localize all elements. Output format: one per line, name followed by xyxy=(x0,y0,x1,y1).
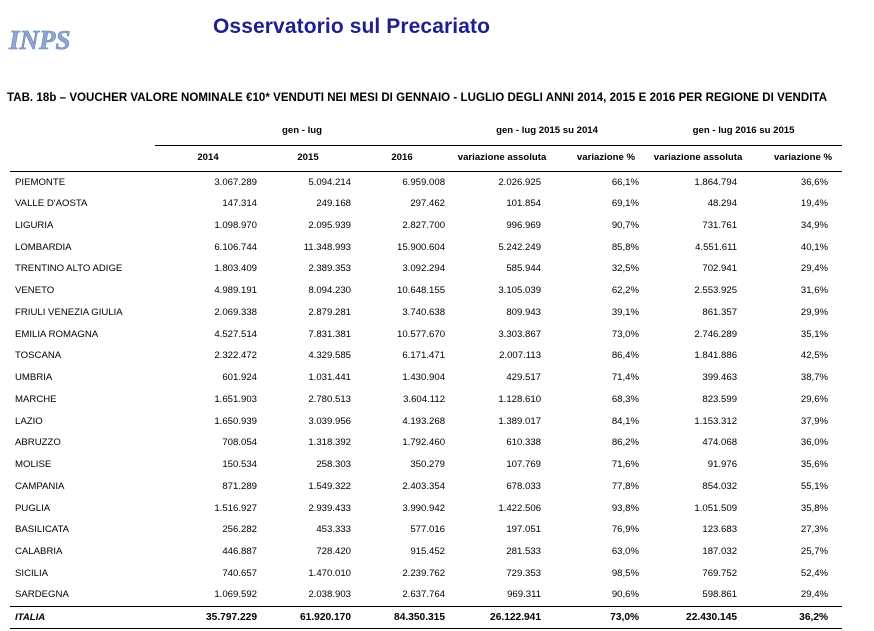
value-2016: 3.604.112 xyxy=(403,393,446,405)
region-name: ITALIA xyxy=(10,606,155,628)
var-pct-2015: 98,5% xyxy=(611,567,640,579)
var-abs-2015: 101.854 xyxy=(506,198,542,210)
var-pct-2015: 86,2% xyxy=(611,437,640,449)
value-2015: 2.780.513 xyxy=(308,393,351,405)
value-2016: 2.403.354 xyxy=(402,480,446,492)
var-abs-2015: 2.026.925 xyxy=(498,176,542,188)
value-2014: 35.797.229 xyxy=(155,606,261,628)
col-header-2015: 2015 xyxy=(261,145,355,171)
value-2014: 740.657 xyxy=(222,567,257,579)
value-2016: 3.740.638 xyxy=(402,306,446,318)
var-pct-2015: 84,1% xyxy=(611,415,640,427)
value-2014: 1.516.927 xyxy=(214,502,257,514)
var-abs-2015: 5.242.249 xyxy=(498,241,542,253)
table-row xyxy=(10,280,842,302)
region-name: PUGLIA xyxy=(15,502,51,514)
value-2016: 6.959.008 xyxy=(402,176,446,188)
var-pct-2015: 90,6% xyxy=(611,589,640,601)
value-2015: 2.879.281 xyxy=(308,306,351,318)
var-pct-2015: 68,3% xyxy=(611,393,640,405)
value-2014: 1.651.903 xyxy=(214,393,257,405)
var-pct-2015: 69,1% xyxy=(611,198,640,210)
col-header-var-abs-2015: variazione assoluta xyxy=(449,145,549,171)
var-abs-2016: 854.032 xyxy=(702,480,738,492)
var-abs-2015: 3.105.039 xyxy=(498,285,542,297)
value-2015: 1.318.392 xyxy=(308,437,351,449)
value-2014: 4.989.191 xyxy=(214,285,257,297)
group-header-var-2016: gen - lug 2016 su 2015 xyxy=(645,116,842,145)
value-2016: 10.577.670 xyxy=(397,328,446,340)
var-abs-2015: 26.122.941 xyxy=(449,606,549,628)
value-2014: 2.322.472 xyxy=(214,350,257,362)
value-2016: 2.239.762 xyxy=(402,567,446,579)
var-abs-2015: 429.517 xyxy=(506,372,542,384)
var-pct-2015: 86,4% xyxy=(611,350,640,362)
col-header-var-pct-2016: variazione % xyxy=(745,145,842,171)
value-2016: 915.452 xyxy=(410,546,446,558)
var-pct-2016: 36,0% xyxy=(800,437,829,449)
var-pct-2015: 76,9% xyxy=(611,524,640,536)
var-pct-2015: 71,4% xyxy=(611,372,640,384)
var-pct-2016: 42,5% xyxy=(800,350,829,362)
value-2016: 3.092.294 xyxy=(402,263,446,275)
var-abs-2015: 729.353 xyxy=(506,567,542,579)
var-abs-2016: 769.752 xyxy=(702,567,738,579)
value-2014: 6.106.744 xyxy=(214,241,257,253)
table-caption: TAB. 18b – VOUCHER VALORE NOMINALE €10* VENDUTI NEI MESI DI GENNAIO - LUGLIO DEGLI ANNI 2014, 2015 E 2016 PER REGIONE DI VENDITA xyxy=(7,92,828,104)
region-name: ABRUZZO xyxy=(15,437,61,449)
value-2014: 3.067.289 xyxy=(214,176,257,188)
var-abs-2016: 187.032 xyxy=(702,546,738,558)
var-abs-2016: 48.294 xyxy=(707,198,738,210)
value-2015: 1.031.441 xyxy=(308,372,351,384)
region-name: TRENTINO ALTO ADIGE xyxy=(15,263,123,275)
table-row xyxy=(10,476,842,498)
value-2016: 350.279 xyxy=(410,459,446,471)
value-2014: 256.282 xyxy=(222,524,257,536)
var-pct-2016: 27,3% xyxy=(800,524,829,536)
region-name: LAZIO xyxy=(15,415,43,427)
page-title: Osservatorio sul Precariato xyxy=(213,15,490,38)
var-abs-2015: 107.769 xyxy=(506,459,542,471)
value-2015: 3.039.956 xyxy=(308,415,351,427)
var-pct-2016: 35,6% xyxy=(800,459,829,471)
value-2016: 1.792.460 xyxy=(402,437,446,449)
region-name: VENETO xyxy=(15,285,55,297)
value-2015: 2.939.433 xyxy=(308,502,351,514)
value-2016: 1.430.904 xyxy=(402,372,446,384)
var-pct-2015: 71,6% xyxy=(611,459,640,471)
region-header xyxy=(10,145,155,171)
var-abs-2015: 809.943 xyxy=(506,306,542,318)
region-name: LOMBARDIA xyxy=(15,241,72,253)
region-name: TOSCANA xyxy=(15,350,62,362)
var-abs-2015: 1.389.017 xyxy=(498,415,542,427)
region-name: CAMPANIA xyxy=(15,480,65,492)
value-2016: 4.193.268 xyxy=(402,415,446,427)
var-abs-2016: 474.068 xyxy=(702,437,738,449)
var-abs-2015: 1.128.610 xyxy=(498,393,542,405)
table-row xyxy=(10,236,842,258)
value-2016: 577.016 xyxy=(410,524,446,536)
value-2016: 6.171.471 xyxy=(402,350,446,362)
value-2016: 15.900.604 xyxy=(397,241,446,253)
var-pct-2015: 77,8% xyxy=(611,480,640,492)
var-pct-2015: 73,0% xyxy=(611,328,640,340)
var-abs-2015: 678.033 xyxy=(506,480,542,492)
var-pct-2016: 36,2% xyxy=(745,606,842,628)
var-abs-2016: 399.463 xyxy=(702,372,738,384)
value-2015: 2.095.939 xyxy=(308,219,351,231)
table-row xyxy=(10,367,842,389)
var-pct-2016: 38,7% xyxy=(800,372,829,384)
var-pct-2016: 35,8% xyxy=(800,502,829,514)
var-pct-2016: 29,9% xyxy=(800,306,829,318)
region-name: SICILIA xyxy=(15,567,49,579)
var-pct-2015: 66,1% xyxy=(611,176,640,188)
var-pct-2016: 29,6% xyxy=(800,393,829,405)
value-2016: 297.462 xyxy=(410,198,446,210)
col-header-2016: 2016 xyxy=(355,145,449,171)
table-row xyxy=(10,389,842,411)
value-2016: 2.827.700 xyxy=(402,219,446,231)
var-pct-2016: 29,4% xyxy=(800,263,829,275)
table-row xyxy=(10,215,842,237)
var-abs-2016: 2.553.925 xyxy=(694,285,738,297)
var-abs-2016: 861.357 xyxy=(702,306,738,318)
var-pct-2015: 90,7% xyxy=(611,219,640,231)
region-name: SARDEGNA xyxy=(15,589,69,601)
var-pct-2015: 62,2% xyxy=(611,285,640,297)
group-header-period: gen - lug xyxy=(155,116,449,145)
var-pct-2015: 73,0% xyxy=(549,606,645,628)
value-2015: 249.168 xyxy=(316,198,351,210)
value-2015: 2.038.903 xyxy=(308,589,351,601)
table-row xyxy=(10,258,842,280)
value-2014: 4.527.514 xyxy=(214,328,257,340)
col-header-var-abs-2016: variazione assoluta xyxy=(645,145,745,171)
var-abs-2015: 996.969 xyxy=(506,219,542,231)
table-body xyxy=(10,171,842,628)
var-pct-2015: 39,1% xyxy=(611,306,640,318)
value-2015: 8.094.230 xyxy=(308,285,351,297)
col-header-var-pct-2015: variazione % xyxy=(549,145,645,171)
table-row xyxy=(10,432,842,454)
var-abs-2015: 3.303.867 xyxy=(498,328,542,340)
table-row xyxy=(10,497,842,519)
table-row xyxy=(10,584,842,606)
var-pct-2015: 63,0% xyxy=(611,546,640,558)
var-abs-2016: 731.761 xyxy=(702,219,738,231)
var-abs-2016: 91.976 xyxy=(707,459,738,471)
region-name: PIEMONTE xyxy=(15,176,66,188)
value-2014: 708.054 xyxy=(222,437,257,449)
value-2016: 2.637.764 xyxy=(402,589,446,601)
value-2015: 453.333 xyxy=(316,524,351,536)
value-2016: 84.350.315 xyxy=(355,606,449,628)
var-abs-2015: 281.533 xyxy=(506,546,542,558)
table-row xyxy=(10,323,842,345)
var-pct-2016: 52,4% xyxy=(800,567,829,579)
var-pct-2016: 37,9% xyxy=(800,415,829,427)
table-row xyxy=(10,193,842,215)
var-abs-2016: 702.941 xyxy=(702,263,738,275)
var-abs-2016: 1.841.886 xyxy=(694,350,738,362)
value-2014: 2.069.338 xyxy=(214,306,257,318)
corner-cell xyxy=(10,116,155,145)
value-2014: 1.098.970 xyxy=(214,219,257,231)
region-name: LIGURIA xyxy=(15,219,54,231)
value-2015: 7.831.381 xyxy=(308,328,351,340)
table-row xyxy=(10,563,842,585)
value-2015: 5.094.214 xyxy=(308,176,351,188)
var-abs-2016: 598.861 xyxy=(702,589,738,601)
group-header-row xyxy=(10,116,842,145)
var-pct-2015: 32,5% xyxy=(611,263,640,275)
value-2016: 10.648.155 xyxy=(397,285,446,297)
var-pct-2016: 29,4% xyxy=(800,589,829,601)
region-name: CALABRIA xyxy=(15,546,63,558)
var-abs-2015: 1.422.506 xyxy=(498,502,542,514)
group-header-var-2015: gen - lug 2015 su 2014 xyxy=(449,116,645,145)
value-2014: 147.314 xyxy=(222,198,257,210)
table-row xyxy=(10,171,842,193)
var-abs-2015: 197.051 xyxy=(506,524,542,536)
inps-logo-text: INPS xyxy=(9,25,71,55)
var-abs-2016: 823.599 xyxy=(702,393,738,405)
value-2015: 1.549.322 xyxy=(308,480,351,492)
value-2016: 3.990.942 xyxy=(402,502,446,514)
var-abs-2015: 969.311 xyxy=(507,589,542,601)
value-2015: 258.303 xyxy=(316,459,351,471)
var-pct-2015: 93,8% xyxy=(611,502,640,514)
value-2015: 1.470.010 xyxy=(308,567,351,579)
table-row xyxy=(10,454,842,476)
column-header-row xyxy=(10,145,842,171)
total-row xyxy=(10,606,842,628)
voucher-table xyxy=(10,116,842,629)
region-name: VALLE D'AOSTA xyxy=(15,198,88,210)
value-2014: 150.534 xyxy=(222,459,257,471)
region-name: MOLISE xyxy=(15,459,52,471)
var-pct-2016: 34,9% xyxy=(800,219,829,231)
var-abs-2016: 4.551.611 xyxy=(695,241,738,253)
col-header-2014: 2014 xyxy=(155,145,261,171)
value-2014: 871.289 xyxy=(222,480,257,492)
var-pct-2016: 25,7% xyxy=(800,546,829,558)
value-2015: 2.389.353 xyxy=(308,263,351,275)
table-row xyxy=(10,302,842,324)
value-2015: 728.420 xyxy=(316,546,351,558)
var-abs-2016: 1.153.312 xyxy=(694,415,738,427)
var-abs-2015: 2.007.113 xyxy=(499,350,542,362)
var-abs-2016: 2.746.289 xyxy=(694,328,738,340)
var-abs-2016: 1.051.509 xyxy=(694,502,738,514)
value-2015: 61.920.170 xyxy=(261,606,355,628)
var-pct-2016: 19,4% xyxy=(800,198,829,210)
var-abs-2016: 22.430.145 xyxy=(645,606,745,628)
value-2015: 4.329.585 xyxy=(308,350,351,362)
value-2014: 1.803.409 xyxy=(214,263,257,275)
var-pct-2016: 36,6% xyxy=(800,176,829,188)
region-name: UMBRIA xyxy=(15,372,53,384)
var-pct-2016: 55,1% xyxy=(800,480,829,492)
value-2014: 601.924 xyxy=(222,372,257,384)
value-2014: 446.887 xyxy=(222,546,257,558)
table-row xyxy=(10,519,842,541)
var-abs-2016: 123.683 xyxy=(702,524,738,536)
value-2014: 1.650.939 xyxy=(214,415,257,427)
region-name: FRIULI VENEZIA GIULIA xyxy=(15,306,123,318)
var-pct-2016: 35,1% xyxy=(800,328,829,340)
region-name: MARCHE xyxy=(15,393,57,405)
var-abs-2016: 1.864.794 xyxy=(694,176,738,188)
var-abs-2015: 585.944 xyxy=(506,263,542,275)
var-abs-2015: 610.338 xyxy=(506,437,542,449)
var-pct-2016: 40,1% xyxy=(800,241,829,253)
value-2015: 11.348.993 xyxy=(303,241,351,253)
table-row xyxy=(10,541,842,563)
table-row xyxy=(10,410,842,432)
value-2014: 1.069.592 xyxy=(214,589,257,601)
table-row xyxy=(10,345,842,367)
var-pct-2016: 31,6% xyxy=(800,285,829,297)
region-name: BASILICATA xyxy=(15,524,70,536)
var-pct-2015: 85,8% xyxy=(611,241,640,253)
region-name: EMILIA ROMAGNA xyxy=(15,328,99,340)
inps-logo xyxy=(8,16,71,58)
